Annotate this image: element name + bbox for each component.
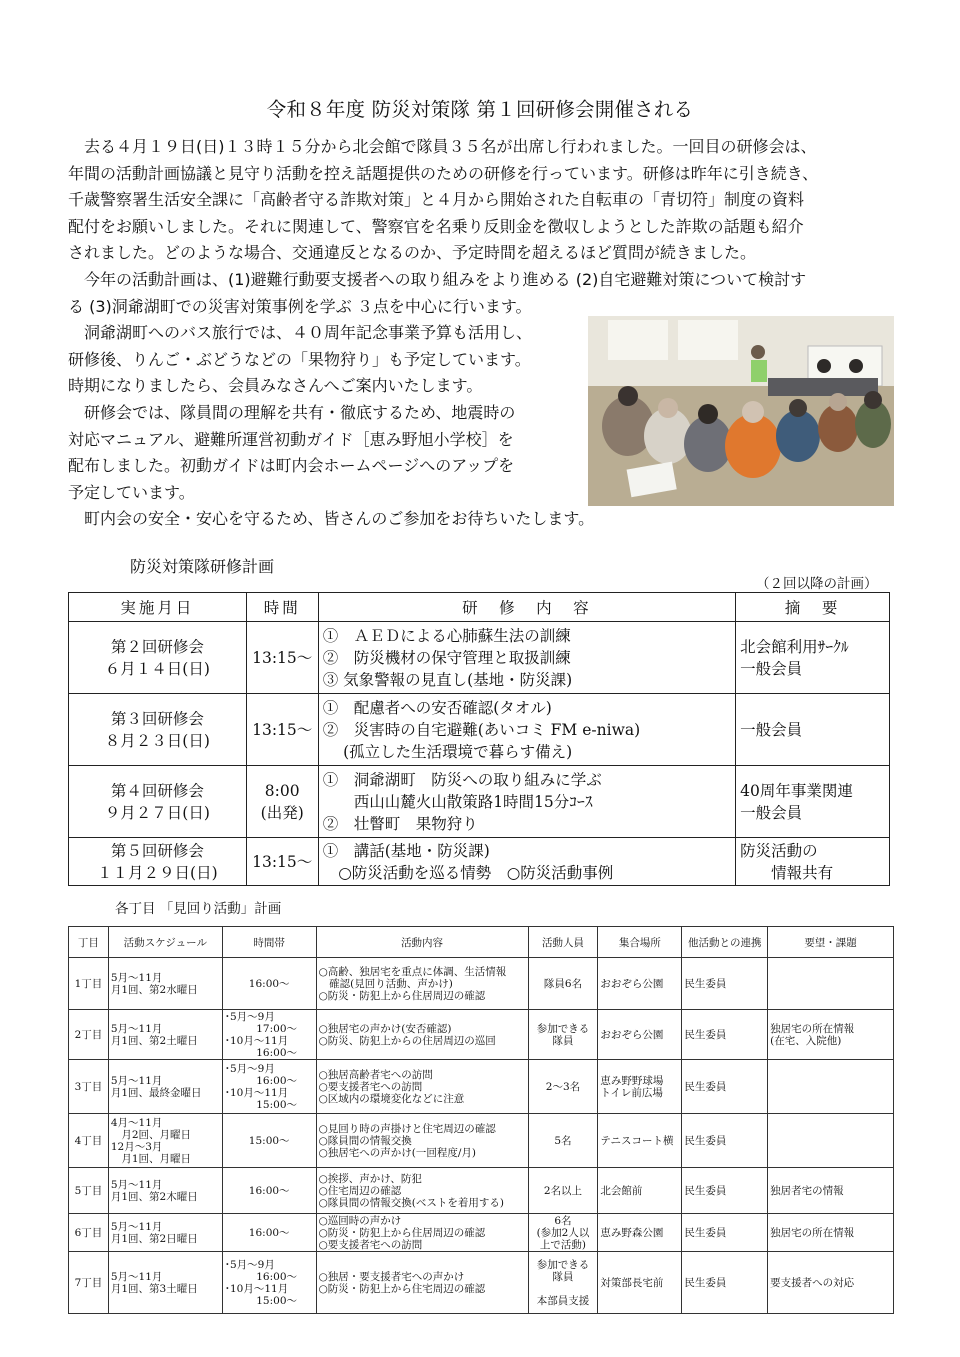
content-line: ○防災活動を巡る情勢 ○防災活動事例 xyxy=(322,863,614,882)
link-cell xyxy=(682,1060,768,1114)
place-line: テニスコート横 xyxy=(600,1134,674,1147)
schedule-line: 5月〜11月 xyxy=(110,971,163,984)
schedule-cell xyxy=(108,1060,222,1114)
content-line: ① 講話(基地・防災課) xyxy=(322,841,490,860)
content-line: ② 壮瞥町 果物狩り xyxy=(322,814,478,833)
place-line: 北会館前 xyxy=(600,1184,643,1197)
staff-line: 5名 xyxy=(554,1134,572,1147)
time-cell xyxy=(222,1252,316,1314)
page-title: 令和８年度 防災対策隊 第１回研修会開催される xyxy=(266,98,694,121)
time-line: ･10月〜11月 xyxy=(224,1034,289,1047)
time-line: 16:00〜 xyxy=(248,1226,290,1239)
time-line: 13:15〜 xyxy=(252,648,313,667)
schedule-line: 月1回、第2水曜日 xyxy=(110,983,198,996)
content-line: ① 洞爺湖町 防災への取り組みに学ぶ xyxy=(322,770,602,789)
time-line: ･5月〜9月 xyxy=(224,1258,275,1271)
content-cell xyxy=(316,1010,528,1060)
issue-line: 独居宅の所在情報 xyxy=(770,1226,855,1239)
link-line: 民生委員 xyxy=(684,1134,727,1147)
paragraph-line: 今年の活動計画は、(1)避難行動要支援者への取り組みをより進める (2)自宅避難対策について検討す xyxy=(84,269,807,289)
column-header: 活動内容 xyxy=(316,927,528,958)
schedule-line: 5月〜11月 xyxy=(110,1022,163,1035)
issue-cell xyxy=(768,1168,894,1214)
time-line: 16:00〜 xyxy=(248,977,290,990)
schedule-line: 5月〜11月 xyxy=(110,1178,163,1191)
content-cell xyxy=(316,1114,528,1168)
schedule-line: 月1回、月曜日 xyxy=(110,1152,192,1165)
column-header: 研 修 内 容 xyxy=(318,593,735,622)
link-cell xyxy=(682,1010,768,1060)
schedule-line: 5月〜11月 xyxy=(110,1220,163,1233)
content-line: ○独居宅への声かけ(一回程度/月) xyxy=(318,1146,477,1159)
content-line: (孤立した生活環境で暮らす備え) xyxy=(322,742,573,761)
plan-note: （２回以降の計画） xyxy=(756,576,878,592)
schedule-cell xyxy=(108,1010,222,1060)
note-line: 一般会員 xyxy=(740,659,803,678)
place-cell xyxy=(598,1168,682,1214)
time-cell xyxy=(222,1214,316,1252)
content-line: 西山山麓火山散策路1時間15分ｺｰｽ xyxy=(322,792,593,811)
staff-line: 隊員 xyxy=(552,1034,574,1047)
staff-line: 隊員 xyxy=(552,1270,574,1283)
schedule-cell xyxy=(108,1252,222,1314)
note-line: 40周年事業関連 xyxy=(740,781,853,800)
district-cell: 5丁目 xyxy=(69,1168,109,1214)
training-plan-table xyxy=(68,592,890,886)
staff-line: (参加2人以 xyxy=(536,1226,590,1239)
time-cell xyxy=(222,1010,316,1060)
content-line: ○隊員間の情報交換 xyxy=(318,1134,412,1147)
date-line: ６月１４日(日) xyxy=(104,659,210,678)
table-row xyxy=(69,1168,894,1214)
meeting-photo xyxy=(588,316,894,506)
content-cell xyxy=(316,1252,528,1314)
link-cell xyxy=(682,1114,768,1168)
issue-cell xyxy=(768,958,894,1010)
schedule-line: 月1回、第3土曜日 xyxy=(110,1282,198,1295)
column-header: 要望・課題 xyxy=(768,927,894,958)
paragraph-line: 千歳警察署生活安全課に「高齢者守る詐欺対策」と４月から開始された自転車の「青切符」制度の資料 xyxy=(68,190,805,210)
time-line: 16:00〜 xyxy=(224,1074,297,1087)
column-header: 他活動との連携 xyxy=(682,927,768,958)
content-line: ○巡回時の声かけ xyxy=(318,1214,402,1227)
staff-line xyxy=(531,1283,596,1295)
date-line: ８月２３日(日) xyxy=(104,731,210,750)
issue-line: 独居者宅の情報 xyxy=(770,1184,844,1197)
date-line: ９月２７日(日) xyxy=(104,803,210,822)
column-header: 集合場所 xyxy=(598,927,682,958)
table-row xyxy=(69,622,890,694)
place-line: 恵み野野球場 xyxy=(600,1074,664,1087)
time-line: ･5月〜9月 xyxy=(224,1010,275,1023)
issue-cell xyxy=(768,1114,894,1168)
table-row xyxy=(69,838,890,886)
content-line: ○要支援者宅への訪問 xyxy=(318,1238,423,1251)
place-line: おおぞら公園 xyxy=(600,1028,664,1041)
content-line: 確認(見回り活動、声かけ) xyxy=(318,977,453,990)
issue-cell xyxy=(768,1252,894,1314)
content-line: ○区域内の環境変化などに注意 xyxy=(318,1092,465,1105)
district-cell: 4丁目 xyxy=(69,1114,109,1168)
schedule-cell xyxy=(108,1214,222,1252)
time-line: 16:00〜 xyxy=(224,1270,297,1283)
paragraph-line: 研修会では、隊員間の理解を共有・徹底するため、地震時の xyxy=(84,402,516,422)
staff-line: 本部員支援 xyxy=(536,1294,590,1307)
time-line: 15:00〜 xyxy=(224,1098,297,1111)
district-cell: 2丁目 xyxy=(69,1010,109,1060)
staff-line: 上で活動) xyxy=(539,1238,587,1251)
table-row xyxy=(69,1252,894,1314)
place-line: トイレ前広場 xyxy=(600,1086,663,1099)
link-line: 民生委員 xyxy=(684,1276,727,1289)
content-line: ○防災・防犯上から住宅周辺の確認 xyxy=(318,1282,486,1295)
place-line: 対策部長宅前 xyxy=(600,1276,664,1289)
schedule-cell xyxy=(108,958,222,1010)
time-line: ･5月〜9月 xyxy=(224,1062,275,1075)
column-header: 丁目 xyxy=(69,927,109,958)
paragraph-line: 予定しています。 xyxy=(68,482,195,502)
schedule-line: 月1回、第2木曜日 xyxy=(110,1190,198,1203)
district-cell: 1丁目 xyxy=(69,958,109,1010)
paragraph-line: 対応マニュアル、避難所運営初動ガイド［恵み野旭小学校］を xyxy=(68,429,514,449)
place-cell xyxy=(598,1060,682,1114)
place-cell xyxy=(598,958,682,1010)
time-cell xyxy=(222,1060,316,1114)
content-line: ○防災・防犯上から住居周辺の確認 xyxy=(318,1226,486,1239)
time-line: 13:15〜 xyxy=(252,852,313,871)
paragraph-line: されました。どのような場合、交通違反となるのか、予定時間を超えるほど質問が続きました。 xyxy=(68,243,757,263)
staff-line: 2〜3名 xyxy=(545,1080,581,1093)
content-cell xyxy=(316,958,528,1010)
date-line: 第２回研修会 xyxy=(110,637,204,656)
link-line: 民生委員 xyxy=(684,977,727,990)
column-header: 活動スケジュール xyxy=(108,927,222,958)
column-header: 時間帯 xyxy=(222,927,316,958)
staff-cell xyxy=(528,1114,598,1168)
link-line: 民生委員 xyxy=(684,1184,727,1197)
note-line: 情報共有 xyxy=(740,863,834,882)
schedule-line: 12月〜3月 xyxy=(110,1140,163,1153)
schedule-line: 月1回、最終金曜日 xyxy=(110,1086,202,1099)
paragraph-line: 配布しました。初動ガイドは町内会ホームページへのアップを xyxy=(68,456,515,476)
schedule-line: 月1回、第2日曜日 xyxy=(110,1232,198,1245)
time-cell xyxy=(222,1168,316,1214)
schedule-line: 5月〜11月 xyxy=(110,1270,163,1283)
link-line: 民生委員 xyxy=(684,1080,727,1093)
staff-cell xyxy=(528,958,598,1010)
schedule-line: 5月〜11月 xyxy=(110,1074,163,1087)
district-cell: 3丁目 xyxy=(69,1060,109,1114)
patrol-caption: 各丁目 「見回り活動」計画 xyxy=(115,901,282,917)
issue-cell xyxy=(768,1060,894,1114)
link-cell xyxy=(682,1252,768,1314)
table-row xyxy=(69,694,890,766)
staff-cell xyxy=(528,1214,598,1252)
time-line: 13:15〜 xyxy=(252,720,313,739)
paragraph-line: 時期になりましたら、会員みなさんへご案内いたします。 xyxy=(68,376,483,396)
content-line: ○隊員間の情報交換(ベストを着用する) xyxy=(318,1196,504,1209)
place-line: 恵み野森公園 xyxy=(600,1226,664,1239)
schedule-line: 4月〜11月 xyxy=(110,1116,163,1129)
issue-cell xyxy=(768,1010,894,1060)
staff-line: 隊員6名 xyxy=(543,977,583,990)
content-line: ○見回り時の声掛けと住宅周辺の確認 xyxy=(318,1122,496,1135)
column-header: 活動人員 xyxy=(528,927,598,958)
district-cell: 7丁目 xyxy=(69,1252,109,1314)
content-line: ○住宅周辺の確認 xyxy=(318,1184,402,1197)
time-line: 8:00 xyxy=(264,781,300,800)
paragraph-line: る (3)洞爺湖町での災害対策事例を学ぶ ３点を中心に行います。 xyxy=(68,296,532,316)
link-line: 民生委員 xyxy=(684,1028,727,1041)
place-cell xyxy=(598,1252,682,1314)
schedule-cell xyxy=(108,1114,222,1168)
staff-cell xyxy=(528,1060,598,1114)
content-line: ○独居高齢者宅への訪問 xyxy=(318,1068,433,1081)
content-line: ○防災、防犯上からの住居周辺の巡回 xyxy=(318,1034,496,1047)
date-line: 第５回研修会 xyxy=(110,841,204,860)
table-row xyxy=(69,1010,894,1060)
link-cell xyxy=(682,1168,768,1214)
paragraph-line: 洞爺湖町へのバス旅行では、４０周年記念事業予算も活用し、 xyxy=(84,323,533,343)
time-line: ･10月〜11月 xyxy=(224,1086,289,1099)
table-row xyxy=(69,1214,894,1252)
time-cell xyxy=(222,1114,316,1168)
schedule-cell xyxy=(108,1168,222,1214)
time-cell xyxy=(222,958,316,1010)
table-row xyxy=(69,766,890,838)
patrol-plan-table xyxy=(68,926,894,1314)
staff-line: 参加できる xyxy=(536,1258,590,1271)
content-line: ○高齢、独居宅を重点に体調、生活情報 xyxy=(318,965,507,978)
link-cell xyxy=(682,958,768,1010)
content-line: ③ 気象警報の見直し(基地・防災課) xyxy=(322,670,573,689)
column-header: 実施月日 xyxy=(69,593,247,622)
paragraph-line: 年間の活動計画協議と見守り活動を控え話題提供のための研修を行っています。研修は昨年に引き続き、 xyxy=(68,163,819,183)
link-cell xyxy=(682,1214,768,1252)
content-cell xyxy=(316,1060,528,1114)
content-cell xyxy=(316,1168,528,1214)
staff-cell xyxy=(528,1252,598,1314)
issue-cell xyxy=(768,1214,894,1252)
place-cell xyxy=(598,1114,682,1168)
note-line: 北会館利用ｻｰｸﾙ xyxy=(740,637,849,656)
table-row xyxy=(69,958,894,1010)
content-cell xyxy=(316,1214,528,1252)
place-cell xyxy=(598,1214,682,1252)
time-line: ･10月〜11月 xyxy=(224,1282,289,1295)
staff-line: 6名 xyxy=(554,1214,572,1227)
link-line: 民生委員 xyxy=(684,1226,727,1239)
note-line: 一般会員 xyxy=(740,803,803,822)
time-line: 16:00〜 xyxy=(224,1046,297,1059)
date-line: 第４回研修会 xyxy=(110,781,204,800)
paragraph-line: 去る４月１９日(日)１３時１５分から北会館で隊員３５名が出席し行われました。一回目の研修会は、 xyxy=(84,137,817,156)
paragraph-line: 町内会の安全・安心を守るため、皆さんのご参加をお待ちいたします。 xyxy=(84,509,595,529)
place-cell xyxy=(598,1010,682,1060)
district-cell: 6丁目 xyxy=(69,1214,109,1252)
place-line: おおぞら公園 xyxy=(600,977,664,990)
content-line: ○独居宅の声かけ(安否確認) xyxy=(318,1022,452,1035)
content-line: ① 配慮者への安否確認(タオル) xyxy=(322,698,552,717)
table-row xyxy=(69,1060,894,1114)
content-line: ○防災・防犯上から住居周辺の確認 xyxy=(318,989,486,1002)
plan-caption: 防災対策隊研修計画 xyxy=(130,557,275,576)
column-header: 時間 xyxy=(246,593,318,622)
issue-line: 要支援者への対応 xyxy=(770,1276,855,1289)
time-line: (出発) xyxy=(260,803,304,822)
column-header: 摘 要 xyxy=(736,593,890,622)
table-row xyxy=(69,1114,894,1168)
content-line: ② 防災機材の保守管理と取扱訓練 xyxy=(322,648,571,667)
staff-cell xyxy=(528,1168,598,1214)
note-line: 一般会員 xyxy=(740,720,803,739)
content-line: ② 災害時の自宅避難(あいコミ FM e-niwa) xyxy=(322,720,641,739)
staff-cell xyxy=(528,1010,598,1060)
time-line: 16:00〜 xyxy=(248,1184,290,1197)
time-line: 15:00〜 xyxy=(224,1294,297,1307)
staff-line: 2名以上 xyxy=(543,1184,583,1197)
time-line: 17:00〜 xyxy=(224,1022,297,1035)
content-line: ○独居・要支援者宅への声かけ xyxy=(318,1270,465,1283)
note-line: 防災活動の xyxy=(740,841,818,860)
schedule-line: 月1回、第2土曜日 xyxy=(110,1034,198,1047)
staff-line: 参加できる xyxy=(536,1022,590,1035)
content-line: ○要支援者宅への訪問 xyxy=(318,1080,423,1093)
time-line: 15:00〜 xyxy=(248,1134,290,1147)
schedule-line: 月2回、月曜日 xyxy=(110,1128,192,1141)
date-line: 第３回研修会 xyxy=(110,709,204,728)
paragraph-line: 配付をお願いしました。それに関連して、警察官を名乗り反則金を徴収しようとした詐欺の話題も紹介 xyxy=(68,216,804,236)
issue-line: (在宅、入院他) xyxy=(770,1034,842,1047)
content-line: ① ＡＥＤによる心肺蘇生法の訓練 xyxy=(322,626,571,645)
content-line: ○挨拶、声かけ、防犯 xyxy=(318,1172,422,1185)
issue-line: 独居宅の所在情報 xyxy=(770,1022,855,1035)
date-line: １１月２９日(日) xyxy=(97,863,218,882)
paragraph-line: 研修後、りんご・ぶどうなどの「果物狩り」も予定しています。 xyxy=(68,349,531,369)
